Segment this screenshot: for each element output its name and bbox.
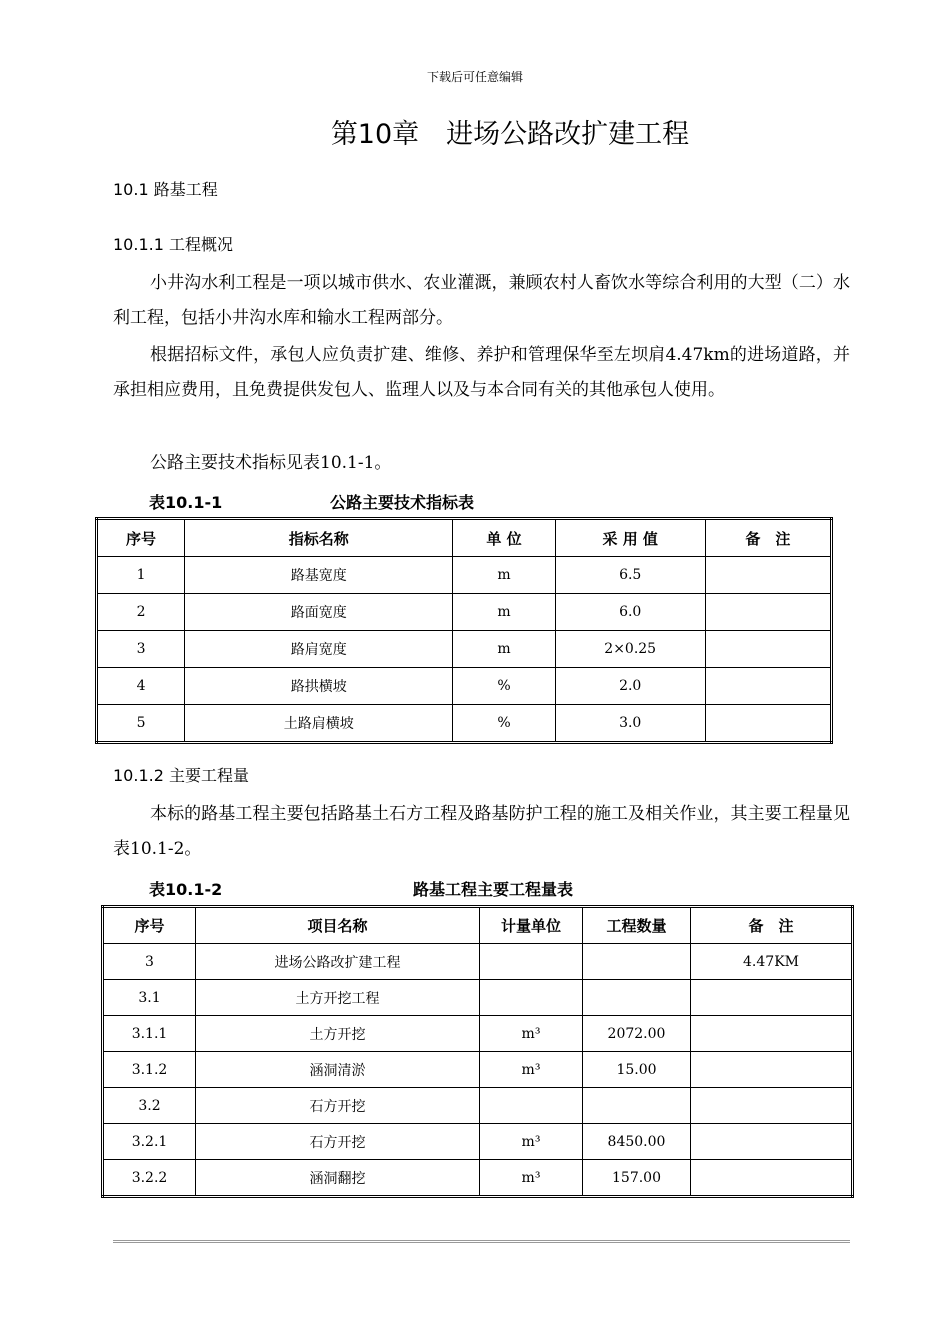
table-cell: 土方开挖工程 (196, 980, 480, 1016)
technical-indicators-table (95, 517, 833, 744)
table-cell (705, 668, 831, 705)
chapter-title: 第10章 进场公路改扩建工程 (330, 119, 690, 150)
table-row (103, 1088, 853, 1124)
table-cell: m³ (480, 1160, 583, 1197)
table-cell (480, 944, 583, 980)
table-header-cell: 工程数量 (583, 907, 691, 944)
table-row (103, 1160, 853, 1197)
table-cell: m (453, 631, 555, 668)
table-cell: m (453, 594, 555, 631)
table-cell: 1 (97, 557, 185, 594)
table-header-cell: 序号 (103, 907, 196, 944)
table-row (103, 1052, 853, 1088)
table-cell (583, 1088, 691, 1124)
quantities-table (101, 905, 854, 1198)
table-cell (691, 1124, 853, 1160)
table-row (103, 980, 853, 1016)
table-cell: 3.1 (103, 980, 196, 1016)
table-cell: m³ (480, 1124, 583, 1160)
table-cell: 2×0.25 (555, 631, 705, 668)
table-cell: 3.2.1 (103, 1124, 196, 1160)
table-cell (583, 980, 691, 1016)
table-cell: 涵洞清淤 (196, 1052, 480, 1088)
table-cell: 4.47KM (691, 944, 853, 980)
table-row (103, 944, 853, 980)
header-note: 下载后可任意编辑 (426, 70, 523, 84)
table-cell: 路肩宽度 (185, 631, 453, 668)
table-caption-title: 公路主要技术指标表 (330, 493, 475, 512)
table-row (97, 668, 832, 705)
table-header-row (103, 907, 853, 944)
table-cell: 2072.00 (583, 1016, 691, 1052)
table-cell (480, 1088, 583, 1124)
table-row (97, 705, 832, 743)
table-row (97, 631, 832, 668)
table-header-cell: 备 注 (691, 907, 853, 944)
table-caption-number: 表10.1-2 (149, 880, 223, 899)
table-cell (691, 980, 853, 1016)
table-header-cell: 指标名称 (185, 519, 453, 557)
paragraph: 公路主要技术指标见表10.1-1。 (150, 453, 392, 473)
table-header-cell: 计量单位 (480, 907, 583, 944)
table-cell: % (453, 668, 555, 705)
table-cell: 3.2.2 (103, 1160, 196, 1197)
table-cell: 3 (103, 944, 196, 980)
table-cell (705, 557, 831, 594)
table-cell (691, 1016, 853, 1052)
table-cell: % (453, 705, 555, 743)
table-cell (691, 1088, 853, 1124)
table-cell: 3.1.2 (103, 1052, 196, 1088)
paragraph: 小井沟水利工程是一项以城市供水、农业灌溉，兼顾农村人畜饮水等综合利用的大型（二）水利工程，包括小井沟水库和输水工程两部分。 (113, 273, 850, 328)
table-row (103, 1124, 853, 1160)
table-cell: 路面宽度 (185, 594, 453, 631)
subsection-heading: 10.1.2 主要工程量 (113, 766, 249, 785)
table-caption-title: 路基工程主要工程量表 (413, 880, 574, 899)
table-cell (705, 705, 831, 743)
table-header-cell: 项目名称 (196, 907, 480, 944)
table-cell: 路基宽度 (185, 557, 453, 594)
table-cell: 3.1.1 (103, 1016, 196, 1052)
table-cell: 进场公路改扩建工程 (196, 944, 480, 980)
table-caption-number: 表10.1-1 (149, 493, 223, 512)
table-header-cell: 单 位 (453, 519, 555, 557)
table-cell: m³ (480, 1052, 583, 1088)
table-cell: 157.00 (583, 1160, 691, 1197)
table-cell (691, 1052, 853, 1088)
table-row (97, 557, 832, 594)
paragraph: 根据招标文件，承包人应负责扩建、维修、养护和管理保华至左坝肩4.47km的进场道路，并承担相应费用，且免费提供发包人、监理人以及与本合同有关的其他承包人使用。 (113, 345, 850, 400)
table-cell: 2.0 (555, 668, 705, 705)
table-cell: 2 (97, 594, 185, 631)
table-cell: 3.2 (103, 1088, 196, 1124)
paragraph: 本标的路基工程主要包括路基土石方工程及路基防护工程的施工及相关作业，其主要工程量见表10.1-2。 (113, 804, 850, 859)
table-cell: 涵洞翻挖 (196, 1160, 480, 1197)
table-cell: 5 (97, 705, 185, 743)
table-cell (691, 1160, 853, 1197)
table-cell: 6.0 (555, 594, 705, 631)
table-header-cell: 备 注 (705, 519, 831, 557)
table-cell (583, 944, 691, 980)
table-cell: 土方开挖 (196, 1016, 480, 1052)
footer-divider (113, 1240, 850, 1243)
table-row (97, 594, 832, 631)
table-cell (705, 631, 831, 668)
table-header-cell: 采 用 值 (555, 519, 705, 557)
table-cell: m³ (480, 1016, 583, 1052)
table-cell: 3 (97, 631, 185, 668)
table-cell: 石方开挖 (196, 1088, 480, 1124)
table-cell: 4 (97, 668, 185, 705)
table-cell: m (453, 557, 555, 594)
table-cell (705, 594, 831, 631)
table-cell: 6.5 (555, 557, 705, 594)
table-cell: 15.00 (583, 1052, 691, 1088)
table-cell: 路拱横坡 (185, 668, 453, 705)
table-header-row (97, 519, 832, 557)
table-cell: 3.0 (555, 705, 705, 743)
table-cell (480, 980, 583, 1016)
table-row (103, 1016, 853, 1052)
section-heading: 10.1 路基工程 (113, 180, 218, 199)
table-cell: 土路肩横坡 (185, 705, 453, 743)
table-header-cell: 序号 (97, 519, 185, 557)
subsection-heading: 10.1.1 工程概况 (113, 235, 233, 254)
table-cell: 石方开挖 (196, 1124, 480, 1160)
table-cell: 8450.00 (583, 1124, 691, 1160)
